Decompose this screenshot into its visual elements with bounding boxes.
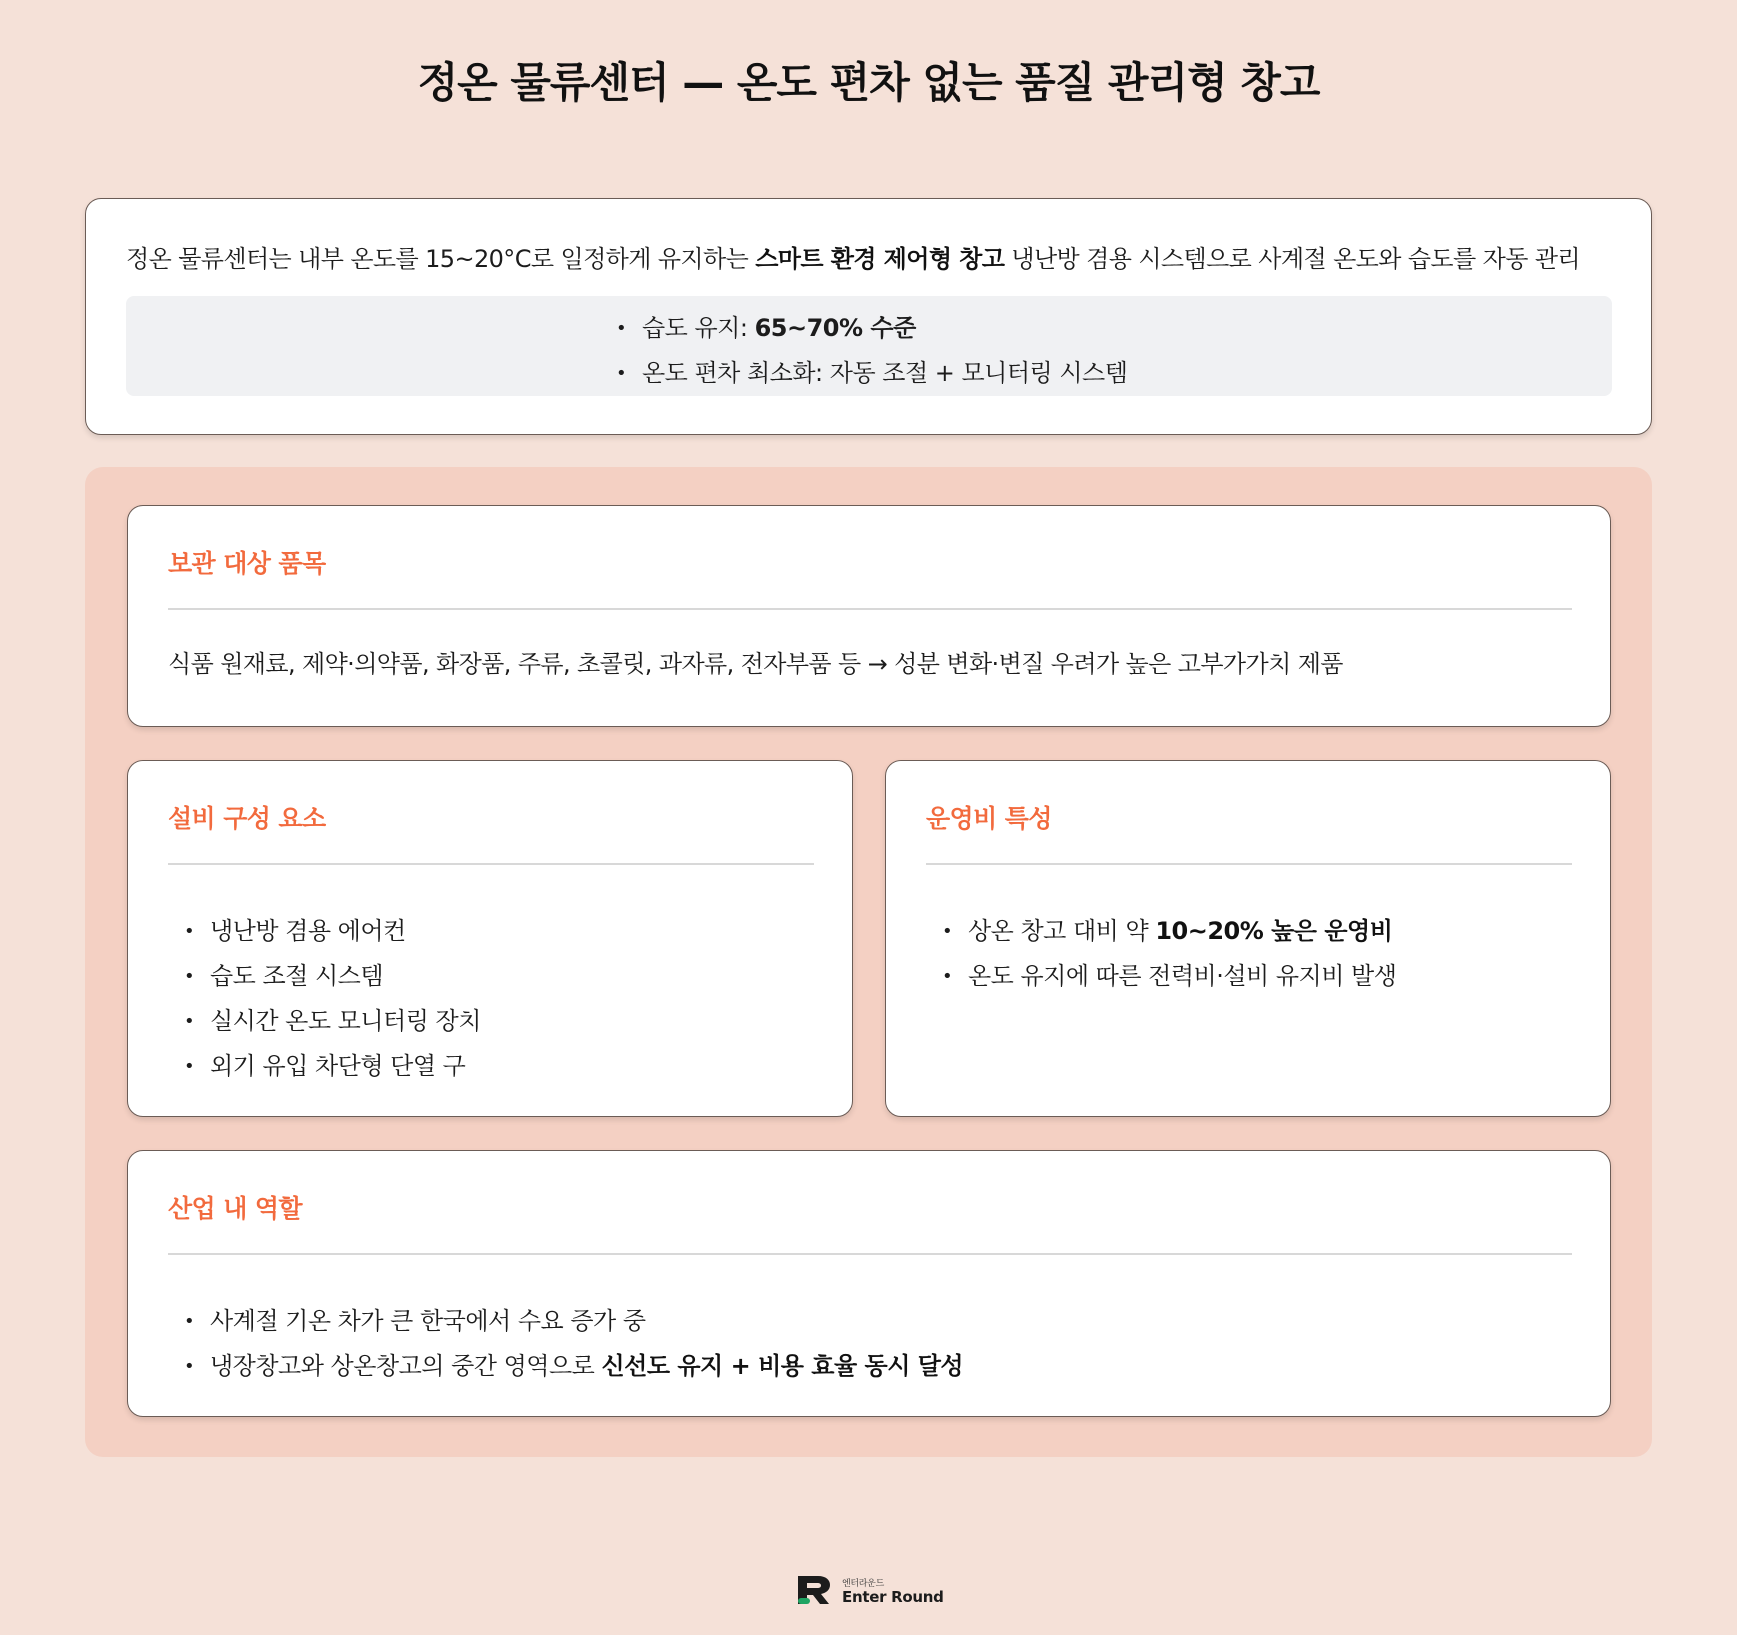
card-heading: 운영비 특성 <box>926 804 1052 833</box>
intro-highlight-box <box>126 296 1612 396</box>
list-item-label: 사계절 기온 차가 큰 한국에서 수요 증가 중 <box>210 1307 646 1335</box>
page-title: 정온 물류센터 — 온도 편차 없는 품질 관리형 창고 <box>417 58 1320 107</box>
list-item <box>184 1299 963 1344</box>
card-divider <box>168 608 1572 610</box>
card-heading: 보관 대상 품목 <box>168 549 326 578</box>
list-item: • 냉난방 겸용 에어컨 <box>184 909 481 954</box>
list-item: • 습도 조절 시스템 <box>184 954 481 999</box>
equipment-card <box>127 760 853 1117</box>
intro-bullet-label: 습도 유지: <box>642 314 755 342</box>
cost-card <box>885 760 1611 1117</box>
industry-card <box>127 1150 1611 1417</box>
card-heading: 설비 구성 요소 <box>168 804 326 833</box>
card-divider <box>168 1253 1572 1255</box>
storage-text: 식품 원재료, 제약·의약품, 화장품, 주류, 초콜릿, 과자류, 전자부품 등 → 성분 변화·변질 우려가 높은 고부가가치 제품 <box>168 650 1343 678</box>
card-divider <box>926 863 1572 865</box>
intro-text <box>126 239 1616 274</box>
enter-round-logo-icon <box>796 1574 832 1606</box>
list-item-bold: 신선도 유지 + 비용 효율 동시 달성 <box>601 1352 964 1380</box>
equipment-list <box>184 909 481 1089</box>
list-item-label: 온도 유지에 따른 전력비·설비 유지비 발생 <box>968 962 1397 990</box>
intro-text-part: 정온 물류센터는 내부 온도를 15~20°C로 일정하게 유지하는 <box>126 245 756 273</box>
brand-footer <box>796 1572 956 1608</box>
intro-bullet <box>616 306 1127 351</box>
intro-bullet-list <box>616 306 1127 396</box>
details-panel <box>85 467 1652 1457</box>
list-item <box>942 954 1396 999</box>
intro-text-part: 냉난방 겸용 시스템으로 사계절 온도와 습도를 자동 관리 <box>1004 245 1580 273</box>
brand-name-korean: 엔터라운드 <box>842 1579 884 1589</box>
list-item <box>942 909 1396 954</box>
brand-name: Enter Round <box>842 1588 944 1606</box>
intro-text-highlight: 스마트 환경 제어형 창고 <box>755 245 1005 273</box>
list-item-label: 냉장창고와 상온창고의 중간 영역으로 <box>210 1352 602 1380</box>
intro-card <box>85 198 1652 435</box>
intro-bullet-label: 온도 편차 최소화: 자동 조절 + 모니터링 시스템 <box>642 359 1128 387</box>
list-item: • 실시간 온도 모니터링 장치 <box>184 999 481 1044</box>
card-divider <box>168 863 814 865</box>
list-item <box>184 1344 963 1389</box>
intro-bullet <box>616 351 1127 396</box>
storage-card <box>127 505 1611 727</box>
cost-list <box>942 909 1396 999</box>
intro-bullet-bold: 65~70% 수준 <box>754 314 916 342</box>
list-item-bold: 10~20% 높은 운영비 <box>1155 917 1393 945</box>
list-item: • 외기 유입 차단형 단열 구 <box>184 1044 481 1089</box>
card-heading: 산업 내 역할 <box>168 1194 302 1223</box>
list-item-label: 상온 창고 대비 약 <box>968 917 1156 945</box>
industry-list <box>184 1299 963 1389</box>
